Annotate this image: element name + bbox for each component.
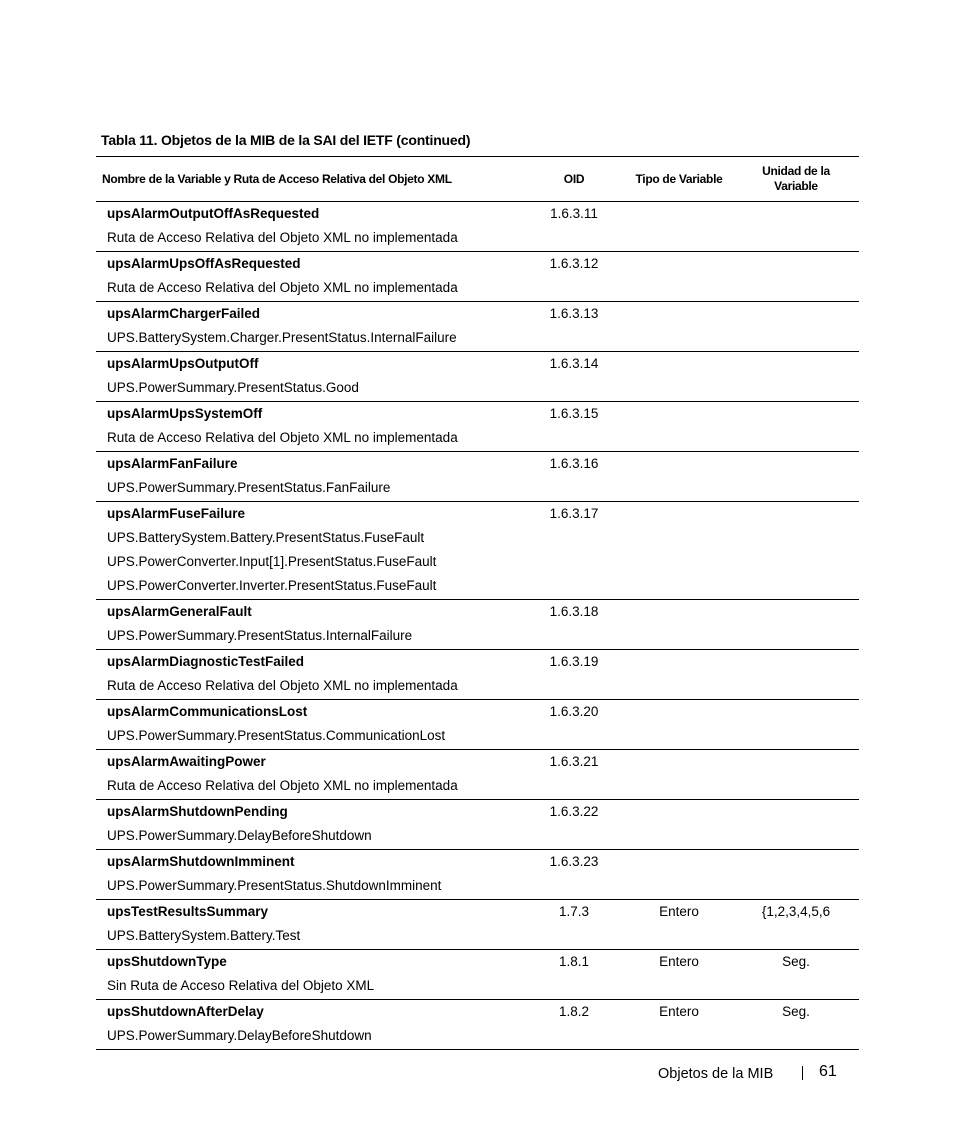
xml-path: Ruta de Acceso Relativa del Objeto XML no implementada (107, 430, 458, 445)
xml-path: Sin Ruta de Acceso Relativa del Objeto XML (107, 978, 375, 993)
variable-name: upsAlarmFanFailure (107, 456, 238, 471)
cell-type: Entero (659, 954, 699, 969)
header-type: Tipo de Variable (635, 171, 723, 186)
page-number: 61 (819, 1063, 837, 1080)
table-row (96, 302, 859, 352)
table-row (96, 452, 859, 502)
cell-variable (107, 604, 537, 652)
cell-variable (107, 1004, 537, 1052)
table-row (96, 402, 859, 452)
cell-oid: 1.6.3.18 (549, 604, 599, 619)
cell-variable (107, 306, 537, 354)
cell-variable (107, 654, 537, 702)
cell-variable (107, 804, 537, 852)
cell-oid: 1.6.3.13 (549, 306, 599, 321)
cell-variable (107, 704, 537, 752)
xml-path: Ruta de Acceso Relativa del Objeto XML no implementada (107, 778, 458, 793)
cell-variable (107, 854, 537, 902)
xml-path: UPS.PowerSummary.PresentStatus.CommunicationLost (107, 728, 446, 743)
table-row (96, 950, 859, 1000)
cell-oid: 1.6.3.12 (549, 256, 599, 271)
cell-variable (107, 356, 537, 404)
variable-name: upsAlarmCommunicationsLost (107, 704, 308, 719)
variable-name: upsAlarmChargerFailed (107, 306, 261, 321)
cell-oid: 1.6.3.11 (550, 206, 598, 221)
xml-path: Ruta de Acceso Relativa del Objeto XML no implementada (107, 230, 458, 245)
xml-path: UPS.PowerSummary.PresentStatus.ShutdownImminent (107, 878, 442, 893)
cell-oid: 1.6.3.20 (549, 704, 599, 719)
table-row (96, 800, 859, 850)
cell-variable (107, 456, 537, 504)
variable-name: upsTestResultsSummary (107, 904, 269, 919)
xml-path: UPS.PowerSummary.PresentStatus.Good (107, 380, 359, 395)
cell-oid: 1.6.3.22 (549, 804, 599, 819)
table-row (96, 202, 859, 252)
table-header (96, 156, 859, 202)
xml-path: UPS.PowerSummary.DelayBeforeShutdown (107, 1028, 372, 1043)
header-unit (736, 157, 856, 201)
footer-section-title: Objetos de la MIB (658, 1066, 774, 1082)
table-caption: Tabla 11. Objetos de la MIB de la SAI del IETF (continued) (101, 132, 471, 148)
xml-path: UPS.BatterySystem.Battery.Test (107, 928, 301, 943)
table-body (96, 202, 859, 1050)
variable-name: upsAlarmOutputOffAsRequested (107, 206, 320, 221)
cell-variable (107, 256, 537, 304)
cell-oid: 1.6.3.23 (549, 854, 599, 869)
variable-name: upsShutdownAfterDelay (107, 1004, 264, 1019)
table-row (96, 502, 859, 600)
header-name: Nombre de la Variable y Ruta de Acceso Relativa del Objeto XML (102, 171, 452, 186)
cell-variable (107, 406, 537, 454)
cell-variable (107, 904, 537, 952)
table-row (96, 750, 859, 800)
cell-oid: 1.6.3.14 (549, 356, 599, 371)
table-row (96, 650, 859, 700)
cell-oid: 1.8.2 (558, 1004, 590, 1019)
variable-name: upsAlarmShutdownPending (107, 804, 288, 819)
table-row (96, 600, 859, 650)
cell-unit: {1,2,3,4,5,6 (761, 904, 831, 919)
variable-name: upsShutdownType (107, 954, 227, 969)
cell-oid: 1.7.3 (558, 904, 590, 919)
xml-path: UPS.PowerSummary.DelayBeforeShutdown (107, 828, 372, 843)
variable-name: upsAlarmAwaitingPower (107, 754, 266, 769)
xml-path: UPS.BatterySystem.Charger.PresentStatus.InternalFailure (107, 330, 457, 345)
variable-name: upsAlarmFuseFailure (107, 506, 246, 521)
header-unit-line2: Variable (774, 179, 818, 193)
variable-name: upsAlarmDiagnosticTestFailed (107, 654, 305, 669)
cell-type: Entero (659, 904, 699, 919)
cell-variable (107, 754, 537, 802)
variable-name: upsAlarmUpsOutputOff (107, 356, 259, 371)
cell-variable (107, 954, 537, 1002)
variable-name: upsAlarmShutdownImminent (107, 854, 295, 869)
xml-path: UPS.BatterySystem.Battery.PresentStatus.FuseFault (107, 530, 425, 545)
variable-name: upsAlarmUpsOffAsRequested (107, 256, 301, 271)
cell-unit: Seg. (782, 954, 810, 969)
header-oid: OID (563, 171, 585, 186)
cell-variable (107, 506, 537, 602)
cell-oid: 1.6.3.17 (549, 506, 599, 521)
xml-path: UPS.PowerSummary.PresentStatus.InternalFailure (107, 628, 413, 643)
table-row (96, 352, 859, 402)
table-row (96, 850, 859, 900)
mib-objects-table (96, 156, 859, 1050)
page-footer (600, 1063, 840, 1085)
table-row (96, 1000, 859, 1050)
cell-oid: 1.6.3.16 (549, 456, 599, 471)
cell-type: Entero (659, 1004, 699, 1019)
variable-name: upsAlarmGeneralFault (107, 604, 252, 619)
table-row (96, 900, 859, 950)
xml-path: UPS.PowerConverter.Inverter.PresentStatus.FuseFault (107, 578, 437, 593)
xml-path: Ruta de Acceso Relativa del Objeto XML no implementada (107, 280, 458, 295)
cell-oid: 1.6.3.15 (549, 406, 599, 421)
xml-path: Ruta de Acceso Relativa del Objeto XML no implementada (107, 678, 458, 693)
footer-separator (802, 1066, 803, 1080)
cell-oid: 1.6.3.19 (549, 654, 599, 669)
variable-name: upsAlarmUpsSystemOff (107, 406, 263, 421)
cell-unit: Seg. (782, 1004, 810, 1019)
xml-path: UPS.PowerSummary.PresentStatus.FanFailure (107, 480, 391, 495)
cell-oid: 1.8.1 (558, 954, 590, 969)
cell-oid: 1.6.3.21 (549, 754, 599, 769)
xml-path: UPS.PowerConverter.Input[1].PresentStatus.FuseFault (107, 554, 437, 569)
cell-variable (107, 206, 537, 254)
header-unit-line1: Unidad de la (762, 164, 830, 178)
table-row (96, 700, 859, 750)
table-row (96, 252, 859, 302)
